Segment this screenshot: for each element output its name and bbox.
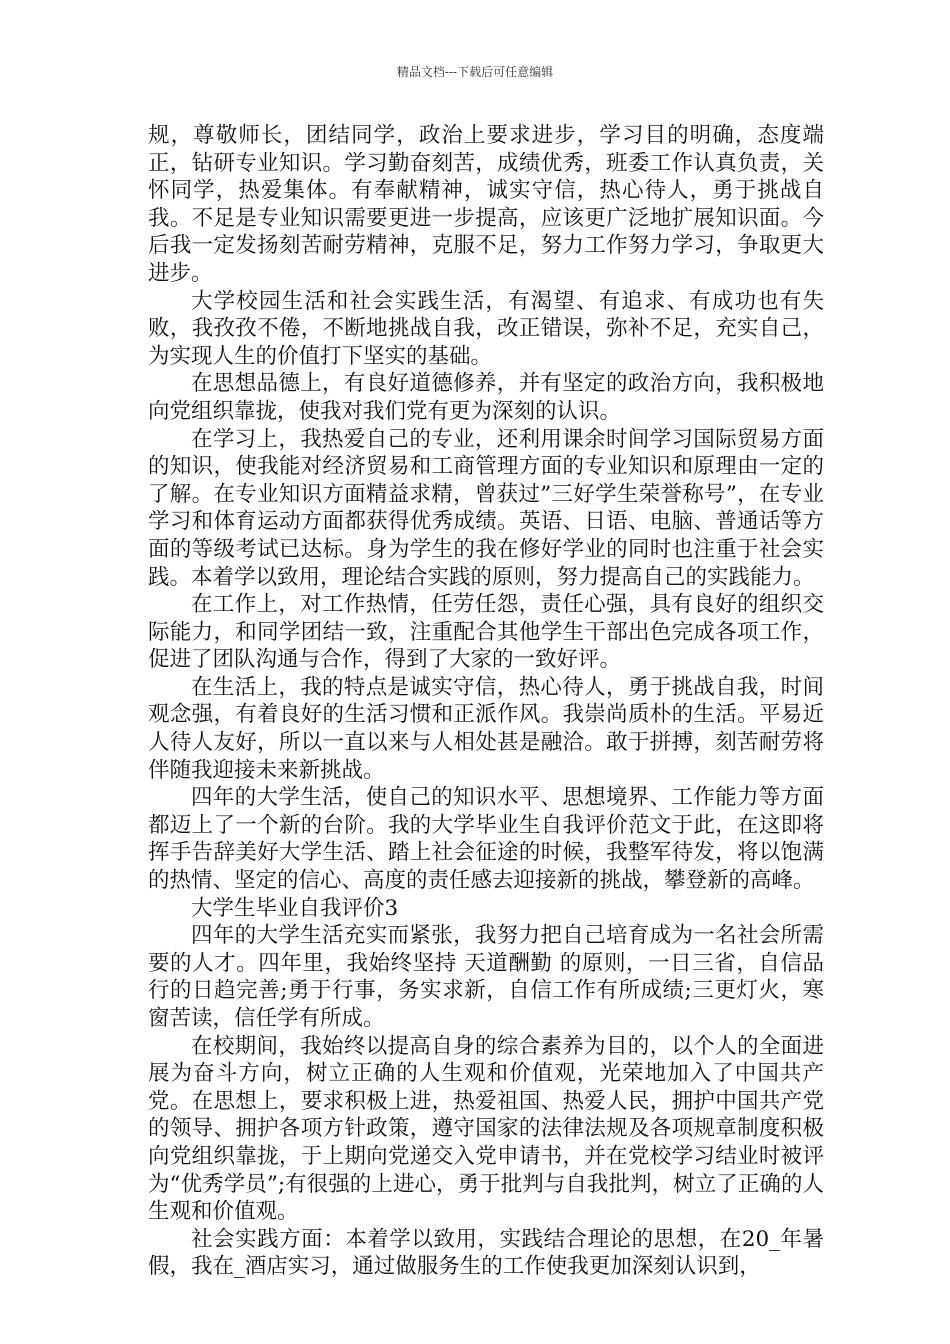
paragraph-8: 四年的大学生活充实而紧张，我努力把自己培育成为一名社会所需要的人才。四年里，我始终坚持 天道酬勤 的原则，一日三省，自信品行的日趋完善;勇于行事，务实求新，自信工作有所成绩;三更灯火，寒窗苦读，信任学有所成。 <box>148 923 824 1031</box>
section-heading: 大学生毕业自我评价3 <box>191 895 399 921</box>
paragraph-7: 四年的大学生活，使自己的知识水平、思想境界、工作能力等方面都迈上了一个新的台阶。我的大学毕业生自我评价范文于此，在这即将挥手告辞美好大学生活、踏上社会征途的时候，我整军待发，将以饱满的热情、坚定的信心、高度的责任感去迎接新的挑战，攀登新的高峰。 <box>148 785 824 894</box>
paragraph-4: 在学习上，我热爱自己的专业，还利用课余时间学习国际贸易方面的知识，使我能对经济贸易和工商管理方面的专业知识和原理由一定的了解。在专业知识方面精益求精，曾获过”三好学生荣誉称号”，在专业学习和体育运动方面都获得优秀成绩。英语、日语、电脑、普通话等方面的等级考试已达标。身为学生的我在修好学业的同时也注重于社会实践。本着学以致用，理论结合实践的原则，努力提高自己的实践能力。 <box>148 426 824 590</box>
paragraph-3: 在思想品德上，有良好道德修养，并有坚定的政治方向，我积极地向党组织靠拢，使我对我们党有更为深刻的认识。 <box>148 371 824 424</box>
paragraph-6: 在生活上，我的特点是诚实守信，热心待人，勇于挑战自我，时间观念强，有着良好的生活习惯和正派作风。我崇尚质朴的生活。平易近人待人友好，所以一直以来与人相处甚是融洽。敢于拼搏，刻苦耐劳将伴随我迎接未来新挑战。 <box>148 674 824 783</box>
paragraph-5: 在工作上，对工作热情，任劳任怨，责任心强，具有良好的组织交际能力，和同学团结一致，注重配合其他学生干部出色完成各项工作，促进了团队沟通与合作，得到了大家的一致好评。 <box>148 592 824 673</box>
paragraph-9: 在校期间，我始终以提高自身的综合素养为目的，以个人的全面进展为奋斗方向，树立正确的人生观和价值观，光荣地加入了中国共产党。在思想上，要求积极上进，热爱祖国、热爱人民，拥护中国共产党的领导、拥护各项方针政策，遵守国家的法律法规及各项规章制度积极向党组织靠拢，于上期向党递交入党申请书，并在党校学习结业时被评为“优秀学员”;有很强的上进心，勇于批判与自我批判，树立了正确的人生观和价值观。 <box>148 1033 824 1225</box>
paragraph-1: 规，尊敬师长，团结同学，政治上要求进步，学习目的明确，态度端正，钻研专业知识。学习勤奋刻苦，成绩优秀，班委工作认真负责，关怀同学，热爱集体。有奉献精神，诚实守信，热心待人，勇于挑战自我。不足是专业知识需要更进一步提高，应该更广泛地扩展知识面。今后我一定发扬刻苦耐劳精神，克服不足，努力工作努力学习，争取更大进步。 <box>148 123 824 286</box>
document-body <box>148 122 824 1281</box>
paragraph-2: 大学校园生活和社会实践生活，有渴望、有追求、有成功也有失败，我孜孜不倦，不断地挑战自我，改正错误，弥补不足，充实自己，为实现人生的价值打下坚实的基础。 <box>148 288 824 369</box>
page-header: 精品文档---下载后可任意编辑 <box>396 65 554 79</box>
paragraph-10: 社会实践方面：本着学以致用，实践结合理论的思想，在20_年暑假，我在_酒店实习，通过做服务生的工作使我更加深刻认识到， <box>148 1226 824 1280</box>
